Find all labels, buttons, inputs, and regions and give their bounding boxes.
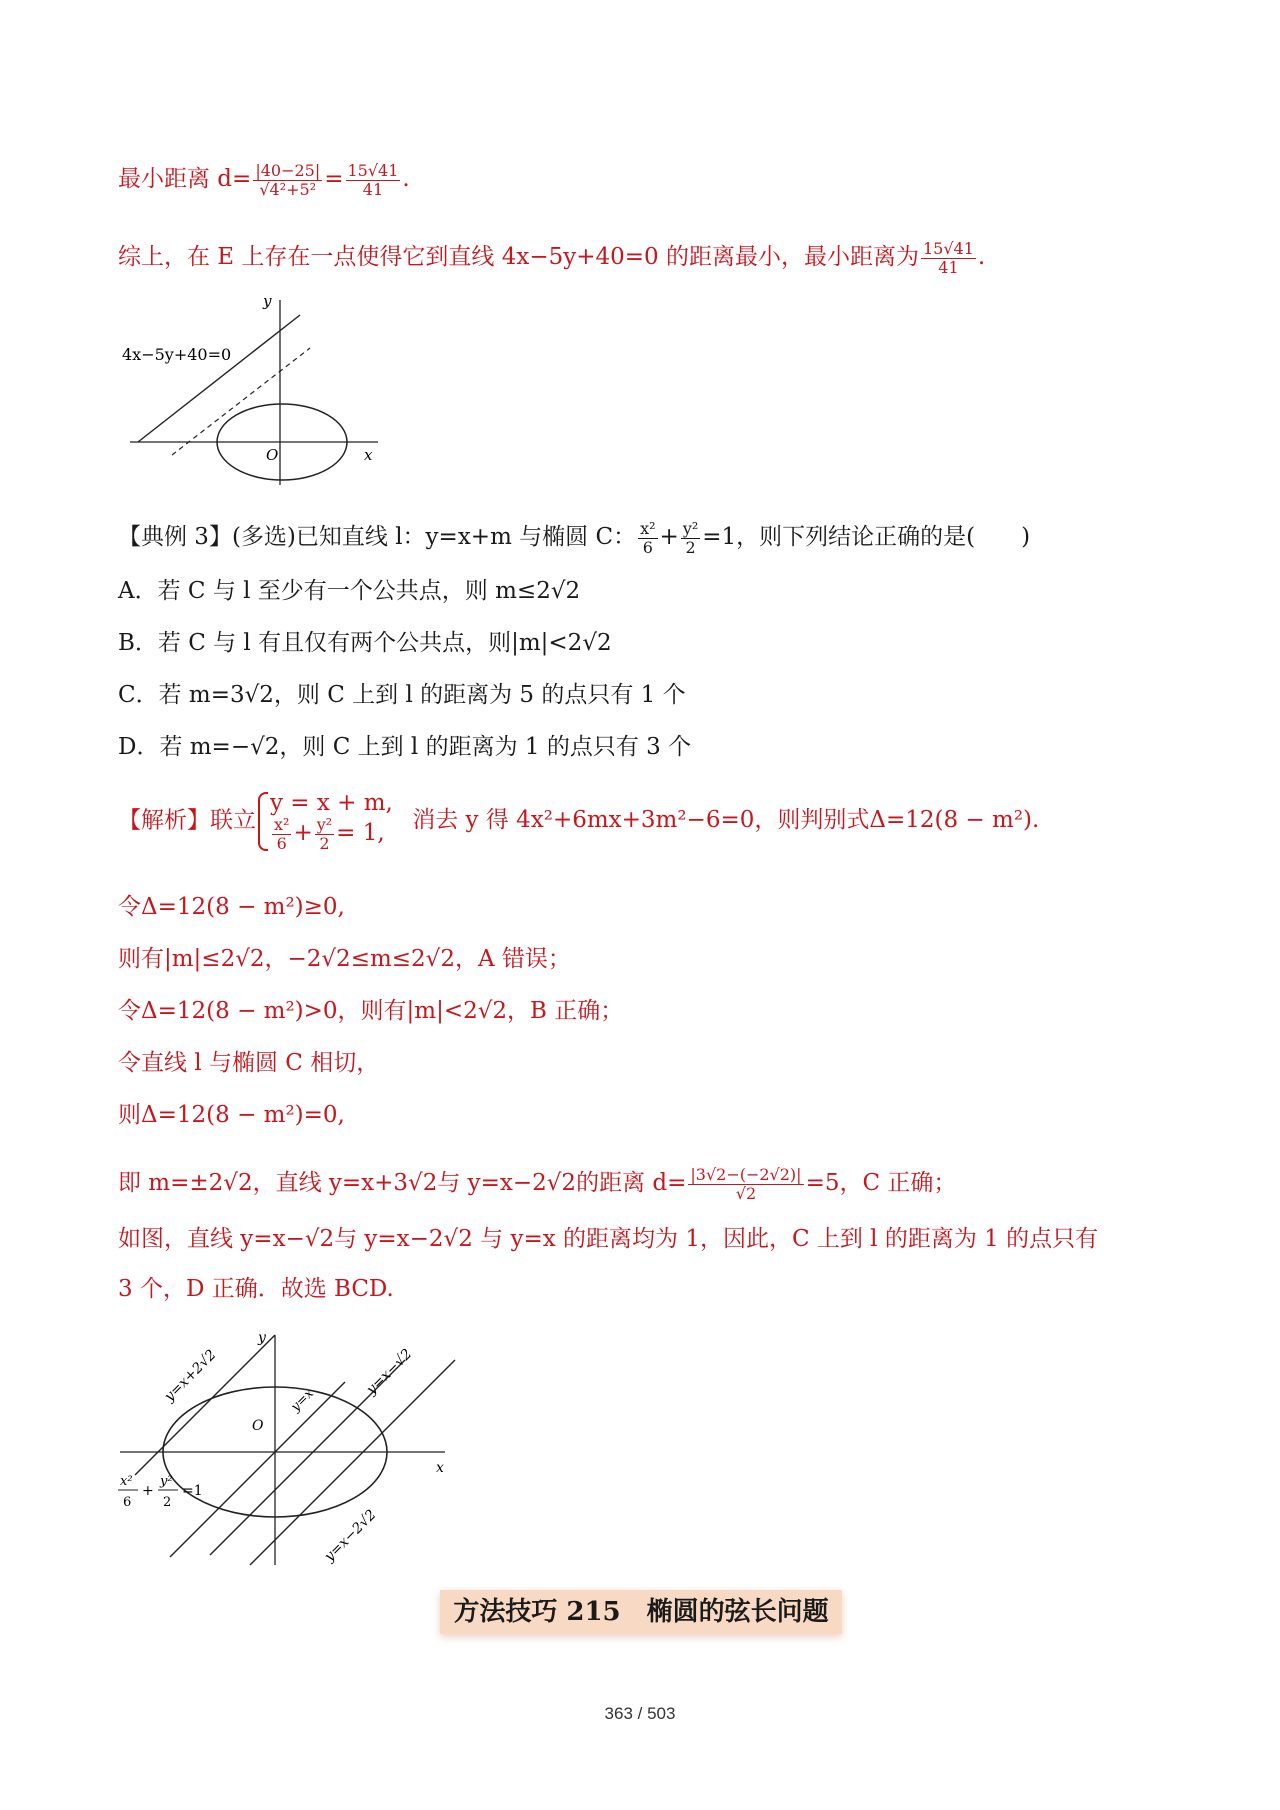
figure-parallel-lines xyxy=(110,1320,470,1570)
min-distance-prefix: 最小距离 d= xyxy=(118,166,252,193)
option-a: A．若 C 与 l 至少有一个公共点，则 m≤2√2 xyxy=(118,578,581,604)
page-number: 363 / 503 xyxy=(604,1704,676,1723)
solution-step-5: 则Δ=12(8 − m²)=0, xyxy=(118,1102,345,1128)
origin-label: O xyxy=(266,446,279,464)
solution-step-3: 令Δ=12(8 − m²)>0，则有|m|<2√2，B 正确； xyxy=(118,998,624,1024)
solution-step-1: 令Δ=12(8 − m²)≥0, xyxy=(118,894,345,920)
x-axis-label: x xyxy=(436,1460,444,1476)
conclusion-fraction: $\frac{15√41}{41}$ xyxy=(922,239,974,277)
section-title: 方法技巧 215 椭圆的弦长问题 xyxy=(440,1590,842,1634)
solution-step-6: 即 m=±2√2，直线 y=x+3√2与 y=x−2√2的距离 d= $\frac{|3√2-(-2√2)|}{√2}$ =5，C 正确； xyxy=(118,1165,957,1203)
svg-text:x²: x² xyxy=(120,1474,133,1489)
origin-label: O xyxy=(252,1418,264,1434)
distance-fraction: $\frac{|3√2-(-2√2)|}{√2}$ xyxy=(690,1165,802,1203)
label-y-x-minus-2sqrt2: y=x−2√2 xyxy=(321,1506,380,1565)
label-y-x-plus-2sqrt2: y=x+2√2 xyxy=(161,1346,220,1405)
equation-system: y = x + m, $\frac{\text{x²}}{6}$ + $\frac{\text{y²}}{2}$ = 1, xyxy=(256,790,393,853)
label-y-x: y=x xyxy=(288,1386,317,1415)
svg-text:+: + xyxy=(142,1483,154,1499)
y-axis-label: y xyxy=(263,292,272,310)
figure-ellipse-tangent xyxy=(110,290,390,490)
solution-step-2: 则有|m|≤2√2，−2√2≤m≤2√2，A 错误； xyxy=(118,946,571,972)
stem-fraction-y: $\frac{\text{y²}}{2}$ xyxy=(682,519,699,557)
system-fraction-y: $\frac{\text{y²}}{2}$ xyxy=(316,815,333,854)
solution-step-7: 如图，直线 y=x−√2与 y=x−2√2 与 y=x 的距离均为 1，因此，C 上到 l 的距离为 1 的点只有 xyxy=(118,1226,1099,1252)
svg-text:2: 2 xyxy=(163,1495,172,1510)
solution-step-4: 令直线 l 与椭圆 C 相切， xyxy=(118,1050,380,1076)
x-axis-label: x xyxy=(364,446,373,464)
solution-step-8: 3 个，D 正确．故选 BCD. xyxy=(118,1276,394,1302)
stem-fraction-x: $\frac{\text{x²}}{6}$ xyxy=(640,519,656,557)
option-d: D．若 m=−√2，则 C 上到 l 的距离为 1 的点只有 3 个 xyxy=(118,734,692,760)
svg-text:6: 6 xyxy=(123,1495,132,1510)
system-fraction-x: $\frac{\text{x²}}{6}$ xyxy=(274,815,290,854)
min-distance-fraction: $\frac{|40-25|}{\text{√4²+5²}}$ xyxy=(255,161,321,199)
ellipse-equation-label xyxy=(118,1474,203,1510)
option-b: B．若 C 与 l 有且仅有两个公共点，则|m|<2√2 xyxy=(118,630,612,656)
y-axis-label: y xyxy=(258,1330,266,1346)
example-3-stem: 【典例 3】(多选)已知直线 l：y=x+m 与椭圆 C： $\frac{\text{x²}}{6}$ + $\frac{\text{y²}}{2}$ =1，则下列结论正确的是( ) xyxy=(118,519,1031,557)
line-equation-label: 4x−5y+40=0 xyxy=(122,345,232,364)
given-line xyxy=(138,315,300,442)
svg-text:y²: y² xyxy=(160,1474,173,1489)
label-y-x-minus-sqrt2: y=x−√2 xyxy=(363,1346,416,1398)
option-c: C．若 m=3√2，则 C 上到 l 的距离为 5 的点只有 1 个 xyxy=(118,682,686,708)
line-y-x xyxy=(170,1382,345,1557)
tangent-dashed-line xyxy=(172,348,310,455)
svg-text:=1: =1 xyxy=(182,1483,203,1499)
min-distance-line: 最小距离 d= $\frac{|40-25|}{\text{√4²+5²}}$ = $\frac{15√41}{41}$ . xyxy=(118,161,410,199)
solution-head-line: 【解析】联立 y = x + m, $\frac{\text{x²}}{6}$ + $\frac{\text{y²}}{2}$ = 1, 消去 y 得 4x²+6mx+3m²−6=0，则判别式Δ=12(8 − m²). xyxy=(118,790,1040,854)
conclusion-line: 综上，在 E 上存在一点使得它到直线 4x−5y+40=0 的距离最小，最小距离为 $\frac{15√41}{41}$ . xyxy=(118,239,986,277)
min-distance-result: $\frac{15√41}{41}$ xyxy=(347,161,399,199)
